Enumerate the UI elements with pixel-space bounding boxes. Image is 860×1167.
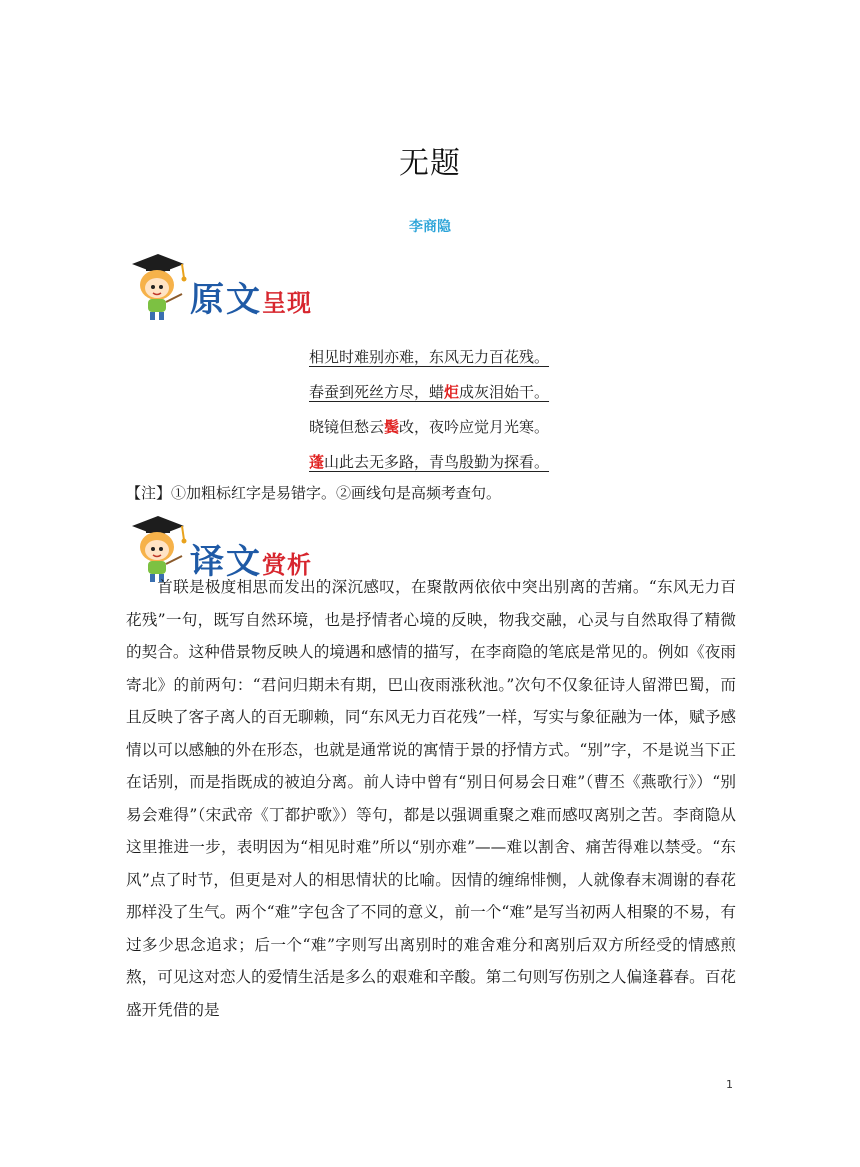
poem-line-3 [309,410,609,445]
poem-line-4 [309,445,609,480]
study-note: 【注】①加粗标红字是易错字。②画线句是高频考查句。 [126,484,502,502]
poem-line-2 [309,375,609,410]
poem-line-3-part-b: 改，夜吟应觉月光寒。 [399,418,550,436]
error-prone-char: 鬓 [384,418,400,436]
poem-line-1 [309,340,609,375]
poem-line-2-part-a: 春蚕到死丝方尽，蜡 [309,383,445,401]
author-name: 李商隐 [409,219,451,235]
analysis-paragraph [126,571,736,1026]
poem-line-2-underlined [309,383,549,401]
banner-heading-main: 译文 [190,542,262,582]
graduate-cap-kid-icon [126,250,192,324]
poem-line-2-part-b: 成灰泪始干。 [459,383,550,401]
error-prone-char: 蓬 [309,453,325,471]
poem-line-1-text: 相见时难别亦难，东风无力百花残。 [309,348,550,366]
page-title: 无题 [399,146,461,181]
poem-line-4-underlined [309,453,549,471]
poem-text [309,340,609,480]
page-number: 1 [726,1078,733,1091]
banner-heading [190,272,312,320]
banner-heading-sub: 赏析 [262,550,312,579]
poem-line-4-part-b: 山此去无多路，青鸟殷勤为探看。 [324,453,550,471]
analysis-text: 首联是极度相思而发出的深沉感叹，在聚散两依依中突出别离的苦痛。“东风无力百花残”一句，既写自然环境，也是抒情者心境的反映，物我交融，心灵与自然取得了精微的契合。这种借景物反映人的境遇和感情的描写，在李商隐的笔底是常见的。例如《夜雨寄北》的前两句：“君问归期未有期，巴山夜雨涨秋池。”次句不仅象征诗人留滞巴蜀，而且反映了客子离人的百无聊赖，同“东风无力百花残”一样，写实与象征融为一体，赋予感情以可以感触的外在形态，也就是通常说的寓情于景的抒情方式。“别”字，不是说当下正在话别，而是指既成的被迫分离。前人诗中曾有“别日何易会日难”（曹丕《燕歌行》）“别易会难得”（宋武帝《丁都护歌》）等句，都是以强调重聚之难而感叹离别之苦。李商隐从这里推进一步，表明因为“相见时难”所以“别亦难”——难以割舍、痛苦得难以禁受。“东风”点了时节，但更是对人的相思情状的比喻。因情的缠绵悱恻，人就像春末凋谢的春花那样没了生气。两个“难”字包含了不同的意义，前一个“难”是写当初两人相聚的不易，有过多少思念追求；后一个“难”字则写出离别时的难舍难分和离别后双方所经受的情感煎熬，可见这对恋人的爱情生活是多么的艰难和辛酸。第二句则写伤别之人偏逢暮春。百花盛开凭借的是 [126,578,736,1019]
banner-heading-sub: 呈现 [262,288,312,317]
poem-line-3-part-a: 晓镜但愁云 [309,418,385,436]
original-text-banner [126,250,346,324]
error-prone-char: 炬 [444,383,460,401]
banner-heading-main: 原文 [190,280,262,320]
